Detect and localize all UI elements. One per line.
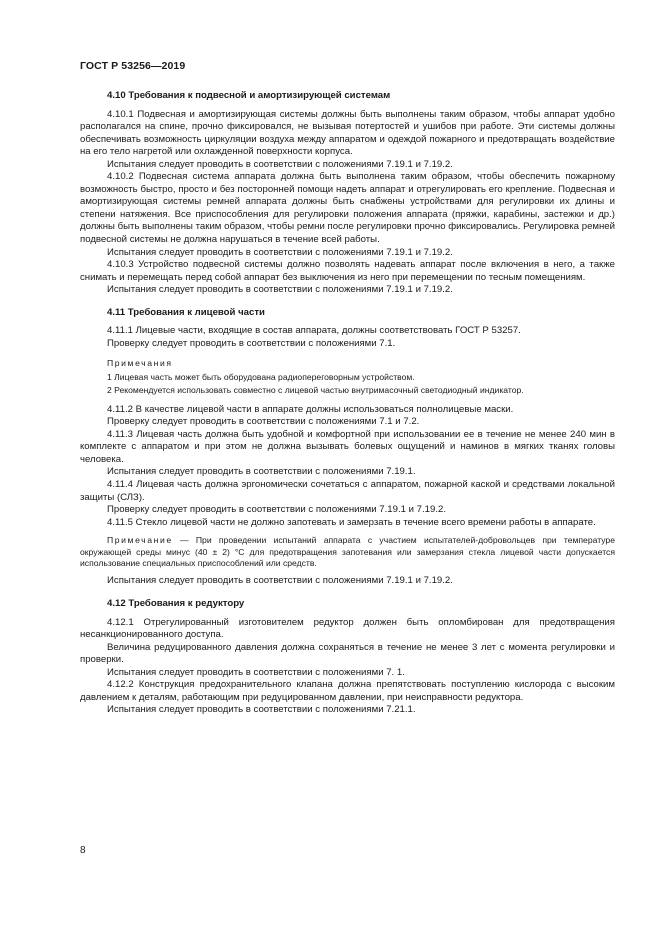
note-2: 2 Рекомендуется использовать совместно с лицевой частью внутримасочный светодиодный индикатор. bbox=[107, 385, 524, 396]
paragraph-4-10-3: 4.10.3 Устройство подвесной системы должно позволять надевать аппарат после включения в него, а также снимать и перемещать перед собой аппарат без выключения из него при перемещении по тесным помещениям. bbox=[80, 259, 615, 283]
note-3-label: Примечание bbox=[107, 535, 173, 546]
test-reference: Испытания следует проводить в соответствии с положениями 7.19.1. bbox=[107, 466, 416, 478]
paragraph-4-12-2: 4.12.2 Конструкция предохранительного клапана должна препятствовать поступлению кислорода с высоким давлением к деталям, работающим при редуцированном давлении, при неисправности редуктора. bbox=[80, 679, 615, 703]
test-reference: Проверку следует проводить в соответствии с положениями 7.19.1 и 7.19.2. bbox=[107, 504, 446, 516]
test-reference: Испытания следует проводить в соответствии с положениями 7.19.1 и 7.19.2. bbox=[107, 158, 453, 170]
paragraph-4-11-3: 4.11.3 Лицевая часть должна быть удобной и комфортной при использовании ее в течение не менее 240 мин в комплекте с аппаратом и при этом не должна вызывать болевых ощущений и наминов в мягких тканях головы человека. bbox=[80, 428, 615, 465]
paragraph-4-12-1: 4.12.1 Отрегулированный изготовителем редуктор должен быть опломбирован для предотвращения несанкционированного доступа. bbox=[80, 616, 615, 641]
section-heading-4-11: 4.11 Требования к лицевой части bbox=[107, 306, 265, 318]
test-reference: Испытания следует проводить в соответствии с положениями 7.21.1. bbox=[107, 704, 416, 716]
test-reference: Испытания следует проводить в соответствии с положениями 7.19.1 и 7.19.2. bbox=[107, 575, 453, 587]
paragraph-4-11-4: 4.11.4 Лицевая часть должна эргономически сочетаться с аппаратом, пожарной каской и средствами локальной защиты (СЛЗ). bbox=[80, 479, 615, 503]
paragraph-4-11-1: 4.11.1 Лицевые части, входящие в состав аппарата, должны соответствовать ГОСТ Р 53257. bbox=[107, 325, 521, 337]
test-reference: Испытания следует проводить в соответствии с положениями 7. 1. bbox=[107, 666, 405, 678]
test-reference: Испытания следует проводить в соответствии с положениями 7.19.1 и 7.19.2. bbox=[107, 284, 453, 296]
section-heading-4-10: 4.10 Требования к подвесной и амортизирующей системам bbox=[107, 90, 391, 101]
test-reference: Проверку следует проводить в соответствии с положениями 7.1 и 7.2. bbox=[107, 416, 420, 428]
test-reference: Проверку следует проводить в соответствии с положениями 7.1. bbox=[107, 337, 396, 349]
page-number: 8 bbox=[80, 845, 86, 856]
test-reference: Испытания следует проводить в соответствии с положениями 7.19.1 и 7.19.2. bbox=[107, 246, 453, 258]
section-heading-4-12: 4.12 Требования к редуктору bbox=[107, 597, 245, 609]
paragraph-4-11-2: 4.11.2 В качестве лицевой части в аппарате должны использоваться полнолицевые маски. bbox=[107, 403, 514, 415]
note-3 bbox=[80, 535, 615, 569]
note-1: 1 Лицевая часть может быть оборудована радиопереговорным устройством. bbox=[107, 371, 415, 382]
paragraph-4-10-2: 4.10.2 Подвесная система аппарата должна быть выполнена таким образом, чтобы обеспечить пожарному возможность быстро, просто и без посторонней помощи надеть аппарат и отрегулировать его крепление. Подвесная и амортизирующая системы ремней аппарата должны быть снабжены устройствами для регулировки их длины и степени натяжения. Все приспособления для регулировки положения аппарата (пряжки, карабины, застежки и др.) должны быть выполнены таким образом, чтобы ремни после регулировки прочно фиксировались. Регулировка ремней подвесной системы не должна нарушаться в течение всей работы. bbox=[80, 171, 615, 246]
paragraph-4-12-1-b: Величина редуцированного давления должна сохраняться в течение не менее 3 лет с момента регулировки и проверки. bbox=[80, 641, 615, 666]
notes-title: Примечания bbox=[107, 358, 173, 369]
document-body bbox=[80, 90, 615, 717]
paragraph-4-10-1: 4.10.1 Подвесная и амортизирующая системы должны быть выполнены таким образом, чтобы аппарат удобно располагался на спине, прочно фиксировался, не вызывая потертостей и ушибов при работе. Эти системы должны обеспечивать возможность циркуляции воздуха между аппаратом и одеждой пожарного и предотвращать воздействие на его тело нагретой или охлажденной поверхности корпуса. bbox=[80, 108, 615, 158]
note-3-text: — При проведении испытаний аппарата с участием испытателей-добровольцев при температуре окружающей среды минус (40 ± 2) °С для предотвращения запотевания или замерзания стекла лицевой части допускается использование специальных приспособлений или средств. bbox=[80, 535, 615, 569]
document-header: ГОСТ Р 53256—2019 bbox=[80, 60, 186, 72]
paragraph-4-11-5: 4.11.5 Стекло лицевой части не должно запотевать и замерзать в течение всего времени работы в аппарате. bbox=[107, 516, 596, 528]
